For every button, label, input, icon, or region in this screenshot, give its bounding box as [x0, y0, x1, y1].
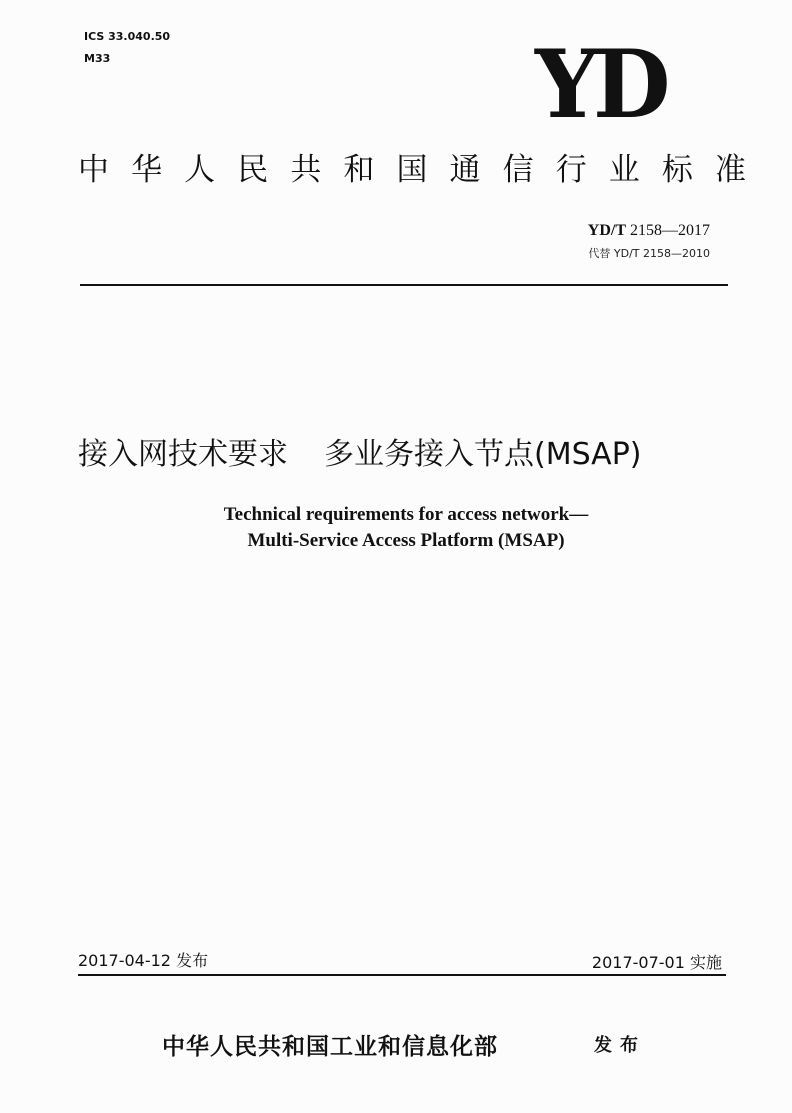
issuing-authority: 中华人民共和国工业和信息化部	[162, 1033, 498, 1060]
yd-logo: YD	[535, 30, 665, 140]
issue-date: 2017-04-12 发布	[78, 951, 209, 970]
standard-type-char: 共	[290, 152, 322, 188]
issuing-verb: 发布	[594, 1035, 646, 1056]
implementation-date: 2017-07-01 实施	[591, 953, 722, 972]
standard-type-char: 民	[237, 152, 269, 188]
english-title-line2: Multi-Service Access Platform (MSAP)	[247, 530, 565, 551]
standard-type-char: 业	[608, 152, 640, 188]
standard-number	[588, 222, 710, 240]
standard-type-char: 华	[131, 152, 163, 188]
standard-type-char: 国	[396, 152, 428, 188]
standard-type-char: 信	[502, 152, 534, 188]
standard-type-char: 准	[714, 152, 746, 188]
standard-number-value: 2158—2017	[630, 222, 710, 239]
footer-divider	[78, 974, 726, 976]
chinese-title-part2: 多业务接入节点(MSAP)	[324, 437, 642, 472]
standard-type-char: 中	[78, 152, 109, 188]
classification-code: M33	[84, 52, 111, 65]
standard-type-char: 行	[555, 152, 587, 188]
standard-type-char: 和	[343, 152, 375, 188]
standard-number-prefix: YD/T	[587, 222, 626, 239]
chinese-title	[78, 435, 642, 475]
header-divider	[80, 284, 728, 286]
standard-type-char: 人	[184, 152, 216, 188]
chinese-title-part1: 接入网技术要求	[78, 437, 288, 472]
replaces-standard: 代替 YD/T 2158—2010	[588, 247, 710, 260]
standard-type-char: 通	[449, 152, 481, 188]
standard-type-char: 标	[661, 152, 693, 188]
english-title-line1: Technical requirements for access network—	[223, 504, 589, 525]
ics-code: ICS 33.040.50	[84, 30, 171, 43]
standard-type-heading	[78, 150, 746, 190]
